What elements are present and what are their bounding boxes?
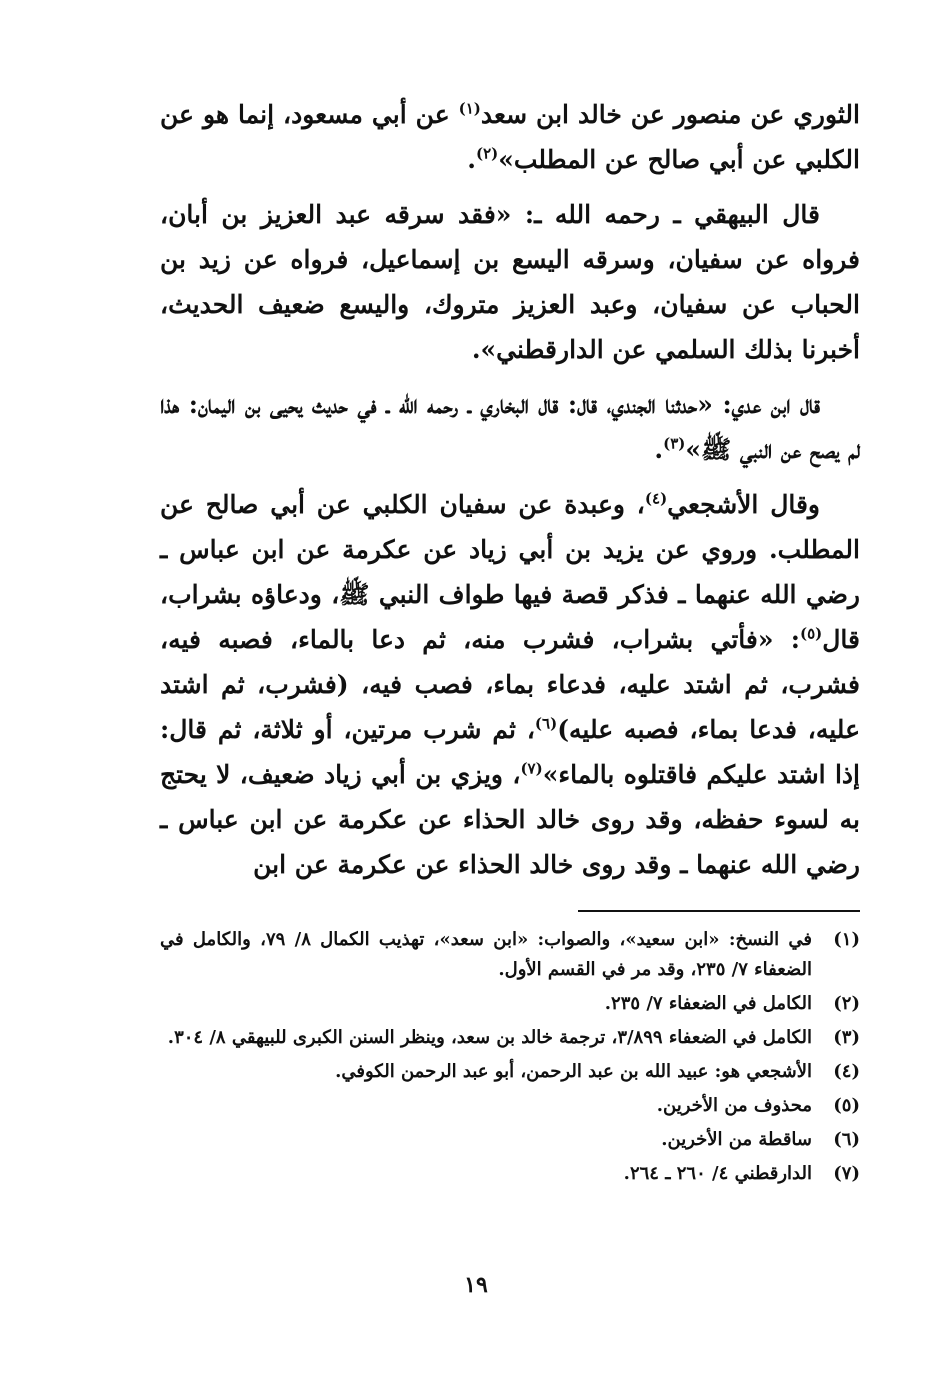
text-segment: وقال الأشجعي — [667, 490, 821, 519]
footnote-number: (٧) — [833, 1163, 860, 1184]
footnote-7 — [160, 1159, 860, 1189]
footnote-text: الأشجعي هو: عبيد الله بن عبد الرحمن، أبو عبد الرحمن الكوفي. — [335, 1061, 812, 1082]
footnote-text: في النسخ: «ابن سعيد»، والصواب: «ابن سعد»، تهذيب الكمال ٨/ ٧٩، والكامل في الضعفاء ٧/ ٢٣٥، وقد مر في القسم الأول. — [160, 929, 812, 980]
footnote-ref-6[interactable]: (٦) — [534, 714, 558, 733]
footnote-ref-1[interactable]: (١) — [458, 99, 481, 118]
footnote-number: (١) — [833, 929, 860, 950]
footnote-5 — [160, 1091, 860, 1121]
main-text — [160, 92, 860, 897]
page-number: ١٩ — [464, 1272, 488, 1298]
text-segment: ، ثم شرب مرتين، أو ثلاثة، ثم قال: إذا اشتد عليكم فاقتلوه بالماء» — [160, 715, 860, 789]
footnote-4 — [160, 1057, 860, 1087]
footnote-2 — [160, 989, 860, 1019]
footnote-number: (٢) — [833, 993, 860, 1014]
paragraph-1 — [160, 92, 860, 182]
footnote-text: محذوف من الأخرين. — [656, 1095, 812, 1116]
footnote-number: (٥) — [833, 1095, 860, 1116]
footnote-ref-2[interactable]: (٢) — [475, 144, 499, 163]
text-segment: الثوري عن منصور عن خالد ابن سعد — [480, 100, 860, 129]
footnote-text: الكامل في الضعفاء ٣/٨٩٩، ترجمة خالد بن سعد، وينظر السنن الكبرى للبيهقي ٨/ ٣٠٤. — [167, 1027, 812, 1048]
paragraph-3 — [160, 382, 860, 472]
text-segment: قال البيهقي ـ رحمه الله ـ: «فقد سرقه عبد العزيز بن أبان، فرواه عن سفيان، وسرقه اليسع بن إسماعيل، فرواه عن زيد بن الحباب عن سفيان، وعبد العزيز متروك، واليسع ضعيف الحديث، أخبرنا بذلك السلمي عن الدارقطني». — [160, 200, 860, 364]
footnote-number: (٦) — [833, 1129, 860, 1150]
footnote-number: (٤) — [833, 1061, 860, 1082]
text-segment: عن أبي مسعود، إنما هو عن الكلبي عن أبي صالح عن المطلب» — [160, 100, 860, 174]
footnote-separator — [578, 910, 860, 912]
footnote-text: ساقطة من الأخرين. — [661, 1129, 812, 1150]
paragraph-2 — [160, 192, 860, 372]
footnote-text: الدارقطني ٤/ ٢٦٠ ـ ٢٦٤. — [623, 1163, 812, 1184]
paragraph-4 — [160, 482, 860, 887]
text-segment: : «فأتي بشراب، فشرب منه، ثم دعا بالماء، فصبه فيه، فشرب، ثم اشتد عليه، فدعاء بماء، فصب فيه، (فشرب، ثم اشتد عليه، فدعا بماء، فصبه عليه) — [160, 625, 860, 744]
footnote-1 — [160, 925, 860, 985]
footnote-ref-3[interactable]: (٣) — [663, 434, 686, 453]
text-segment: ، وعبدة عن سفيان الكلبي عن أبي صالح عن المطلب. وروي عن يزيد بن أبي زياد عن عكرمة عن ابن عباس ـ رضي الله عنهما ـ فذكر قصة فيها طواف النبي ﷺ، ودعاؤه بشراب، قال — [160, 490, 860, 654]
footnote-ref-4[interactable]: (٤) — [644, 489, 668, 508]
text-segment: ، ويزي بن أبي زياد ضعيف، لا يحتج به لسوء حفظه، وقد روى خالد الحذاء عن عكرمة عن ابن عباس ـ رضي الله عنهما ـ وقد روى خالد الحذاء عن عكرمة عن ابن — [160, 760, 860, 879]
footnote-number: (٣) — [833, 1027, 860, 1048]
footnote-3 — [160, 1023, 860, 1053]
text-segment: . — [467, 145, 476, 174]
text-segment: . — [654, 435, 664, 464]
footnotes — [160, 925, 860, 1193]
footnote-ref-7[interactable]: (٧) — [520, 759, 543, 778]
footnote-6 — [160, 1125, 860, 1155]
footnote-ref-5[interactable]: (٥) — [799, 624, 823, 643]
footnote-text: الكامل في الضعفاء ٧/ ٢٣٥. — [604, 993, 812, 1014]
text-segment: قال ابن عدي: «حدثنا الجندي، قال: قال البخاري ـ رحمه الله ـ في حديث يحيى بن اليمان: هذا لم يصح عن النبي ﷺ» — [160, 390, 860, 464]
